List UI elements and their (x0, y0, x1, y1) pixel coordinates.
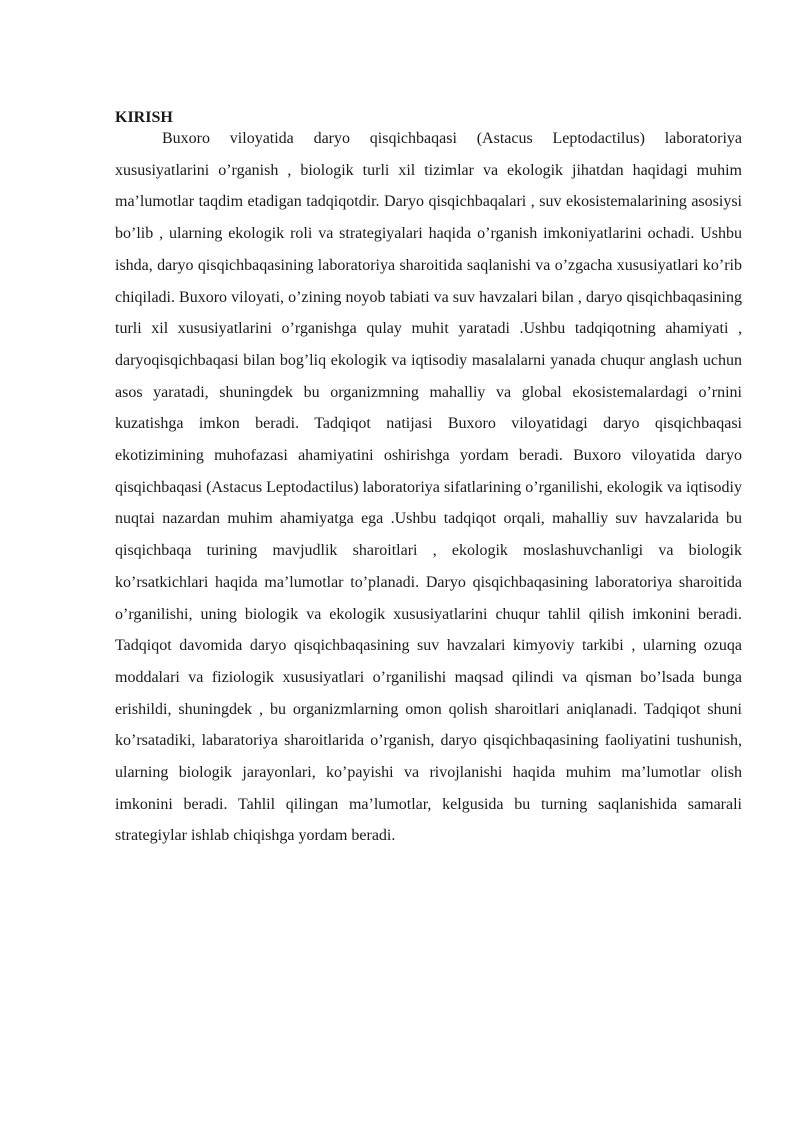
body-paragraph: Buxoro viloyatida daryo qisqichbaqasi (Astacus Leptodactilus) laboratoriya xususiyatlarini o’rganish , biologik turli xil tizimlar va ekologik jihatdan haqidagi muhim ma’lumotlar taqdim etadigan tadqiqotdir. Daryo qisqichbaqalari , suv ekosistemalarining asosiysi bo’lib , ularning ekologik roli va strategiyalari haqida o’rganish imkoniyatlarini ochadi. Ushbu ishda, daryo qisqichbaqasining laboratoriya sharoitida saqlanishi va o’zgacha xususiyatlari ko’rib chiqiladi. Buxoro viloyati, o’zining noyob tabiati va suv havzalari bilan , daryo qisqichbaqasining turli xil xususiyatlarini o’rganishga qulay muhit yaratadi .Ushbu tadqiqotning ahamiyati , daryoqisqichbaqasi bilan bog’liq ekologik va iqtisodiy masalalarni yanada chuqur anglash uchun asos yaratadi, shuningdek bu organizmning mahalliy va global ekosistemalardagi o’rnini kuzatishga imkon beradi. Tadqiqot natijasi Buxoro viloyatidagi daryo qisqichbaqasi ekotizimining muhofazasi ahamiyatini oshirishga yordam beradi. Buxoro viloyatida daryo qisqichbaqasi (Astacus Leptodactilus) laboratoriya sifatlarining o’rganilishi, ekologik va iqtisodiy nuqtai nazardan muhim ahamiyatga ega .Ushbu tadqiqot orqali, mahalliy suv havzalarida bu qisqichbaqa turining mavjudlik sharoitlari , ekologik moslashuvchanligi va biologik ko’rsatkichlari haqida ma’lumotlar to’planadi. Daryo qisqichbaqasining laboratoriya sharoitida o’rganilishi, uning biologik va ekologik xususiyatlarini chuqur tahlil qilish imkonini beradi. Tadqiqot davomida daryo qisqichbaqasining suv havzalari kimyoviy tarkibi , ularning ozuqa moddalari va fiziologik xususiyatlari o’rganilishi maqsad qilindi va qisman bo’lsada bunga erishildi, shuningdek , bu organizmlarning omon qolish sharoitlari aniqlanadi. Tadqiqot shuni ko’rsatadiki, labaratoriya sharoitlarida o’rganish, daryo qisqichbaqasining faoliyatini tushunish, ularning biologik jarayonlari, ko’payishi va rivojlanishi haqida muhim ma’lumotlar olish imkonini beradi. Tahlil qilingan ma’lumotlar, kelgusida bu turning saqlanishida samarali strategiylar ishlab chiqishga yordam beradi. (115, 130, 742, 845)
section-heading: KIRISH (115, 109, 173, 126)
document-page (115, 108, 742, 857)
